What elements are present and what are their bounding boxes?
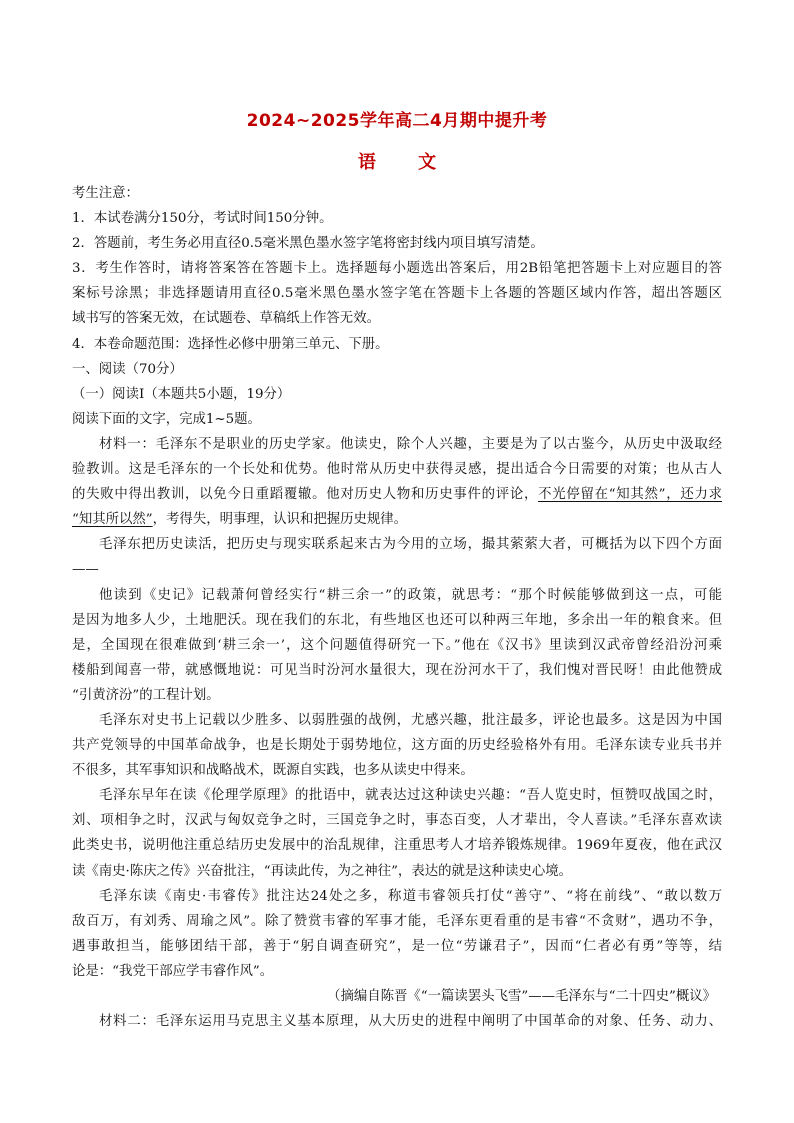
passage-line: 材料二：毛泽东运用马克思主义基本原理，从大历史的进程中阐明了中国革命的对象、任务、动力、 xyxy=(99,1014,722,1030)
notice-item: 2．答题前，考生务必用直径0.5毫米黑色墨水签字笔将密封线内项目填写清楚。 xyxy=(72,236,544,252)
subsection-heading: （一）阅读Ⅰ（本题共5小题，19分） xyxy=(72,386,291,402)
passage-line: 毛泽东读《南史·韦睿传》批注达24处之多，称道韦睿领兵打仗“善守”、“将在前线”、“敢以数万 xyxy=(99,888,722,904)
section-heading: 一、阅读（70分） xyxy=(72,361,183,377)
notice-item-continued: 案标号涂黑；非选择题请用直径0.5毫米黑色墨水签字笔在答题卡上各题的答题区域内作答，超出答题区 xyxy=(72,286,722,302)
passage-line: 刘、项相争之时，汉武与匈奴竞争之时，三国竞争之时，事态百变，人才辈出，令人喜读。”毛泽东喜欢读 xyxy=(72,813,722,829)
passage-line: 毛泽东把历史读活，把历史与现实联系起来古为今用的立场，撮其萦萦大者，可概括为以下四个方面 xyxy=(99,537,722,553)
notice-item: 1．本试卷满分150分，考试时间150分钟。 xyxy=(72,211,333,227)
notice-item: 3．考生作答时，请将答案答在答题卡上。选择题每小题选出答案后，用2B铅笔把答题卡上对应题目的答 xyxy=(72,261,722,277)
passage-line: 共产党领导的中国革命战争，也是长期处于弱势地位，这方面的历史经验格外有用。毛泽东读专业兵书并 xyxy=(72,738,722,754)
passage-line: 毛泽东对史书上记载以少胜多、以弱胜强的战例，尤感兴趣，批注最多，评论也最多。这是因为中国 xyxy=(99,712,722,728)
passage-line: “引黄济汾”的工程计划。 xyxy=(72,687,220,703)
passage-text: ，考得失，明事理，认识和把握历史规律。 xyxy=(152,512,408,528)
passage-line: 毛泽东早年在读《伦理学原理》的批语中，就表达过这种读史兴趣：“吾人览史时，恒赞叹战国之时， xyxy=(99,788,722,804)
passage-line: 论是：“我党干部应学韦睿作风”。 xyxy=(72,963,274,979)
passage-line: 材料一：毛泽东不是职业的历史学家。他读史，除个人兴趣，主要是为了以古鉴今，从历史中汲取经 xyxy=(99,436,722,452)
passage-line: 不很多，其军事知识和战略战术，既源自实践，也多从读史中得来。 xyxy=(72,763,474,779)
underlined-text: 不光停留在“知其然”，还力求 xyxy=(538,487,722,503)
passage-line: 遇事敢担当，能够团结干部，善于“躬自调查研究”，是一位“劳谦君子”，因而“仁者必有勇”等等，结 xyxy=(72,938,722,954)
passage-text: 的失败中得出教训，以免今日重蹈覆辙。他对历史人物和历史事件的评论， xyxy=(72,487,539,503)
passage-line: 他读到《史记》记载萧何曾经实行“耕三余一”的政策，就思考：“那个时候能够做到这一点，可能 xyxy=(99,587,722,603)
passage-line: 是因为地多人少，土地肥沃。现在我们的东北，有些地区也还可以种两三年地，多余出一年的粮食来。但 xyxy=(72,612,722,628)
passage-line: 楼船到闻喜一带，就感慨地说：可见当时汾河水量很大，现在汾河水干了，我们愧对晋民呀！由此他赞成 xyxy=(72,662,722,678)
underlined-text: “知其所以然” xyxy=(72,512,153,528)
source-citation: （摘编自陈晋《“一篇读罢头飞雪”——毛泽东与“二十四史”概议》 xyxy=(327,989,716,1004)
passage-line xyxy=(72,482,722,507)
notice-heading: 考生注意： xyxy=(72,186,139,201)
passage-line: 敌百万，有刘秀、周瑜之风”。除了赞赏韦睿的军事才能，毛泽东更看重的是韦睿“不贪财”，遇功不争， xyxy=(72,913,722,929)
notice-item: 4．本卷命题范围：选择性必修中册第三单元、下册。 xyxy=(72,336,389,352)
passage-line: 读《南史·陈庆之传》兴奋批注，“再读此传，为之神往”，表达的就是这种读史心境。 xyxy=(72,863,573,879)
passage-line: 是，全国现在很难做到‘耕三余一’，这个问题值得研究一下。”他在《汉书》里读到汉武帝曾经沿汾河乘 xyxy=(72,637,722,653)
passage-line: 此类史书，说明他注重总结历史发展中的治乱规律，注重思考人才培养锻炼规律。1969年夏夜，他在武汉 xyxy=(72,838,722,854)
exam-title: 2024~2025学年高二4月期中提升考 xyxy=(246,111,548,131)
notice-item-continued: 域书写的答案无效，在试题卷、草稿纸上作答无效。 xyxy=(72,311,380,327)
question-instruction: 阅读下面的文字，完成1~5题。 xyxy=(72,411,261,427)
subject-title: 语 文 xyxy=(357,152,455,173)
passage-line: —— xyxy=(72,562,99,578)
exam-body xyxy=(72,181,722,1034)
passage-line xyxy=(72,507,722,532)
passage-line: 验教训。这是毛泽东的一个长处和优势。他时常从历史中获得灵感，提出适合今日需要的对策；也从古人 xyxy=(72,462,722,478)
